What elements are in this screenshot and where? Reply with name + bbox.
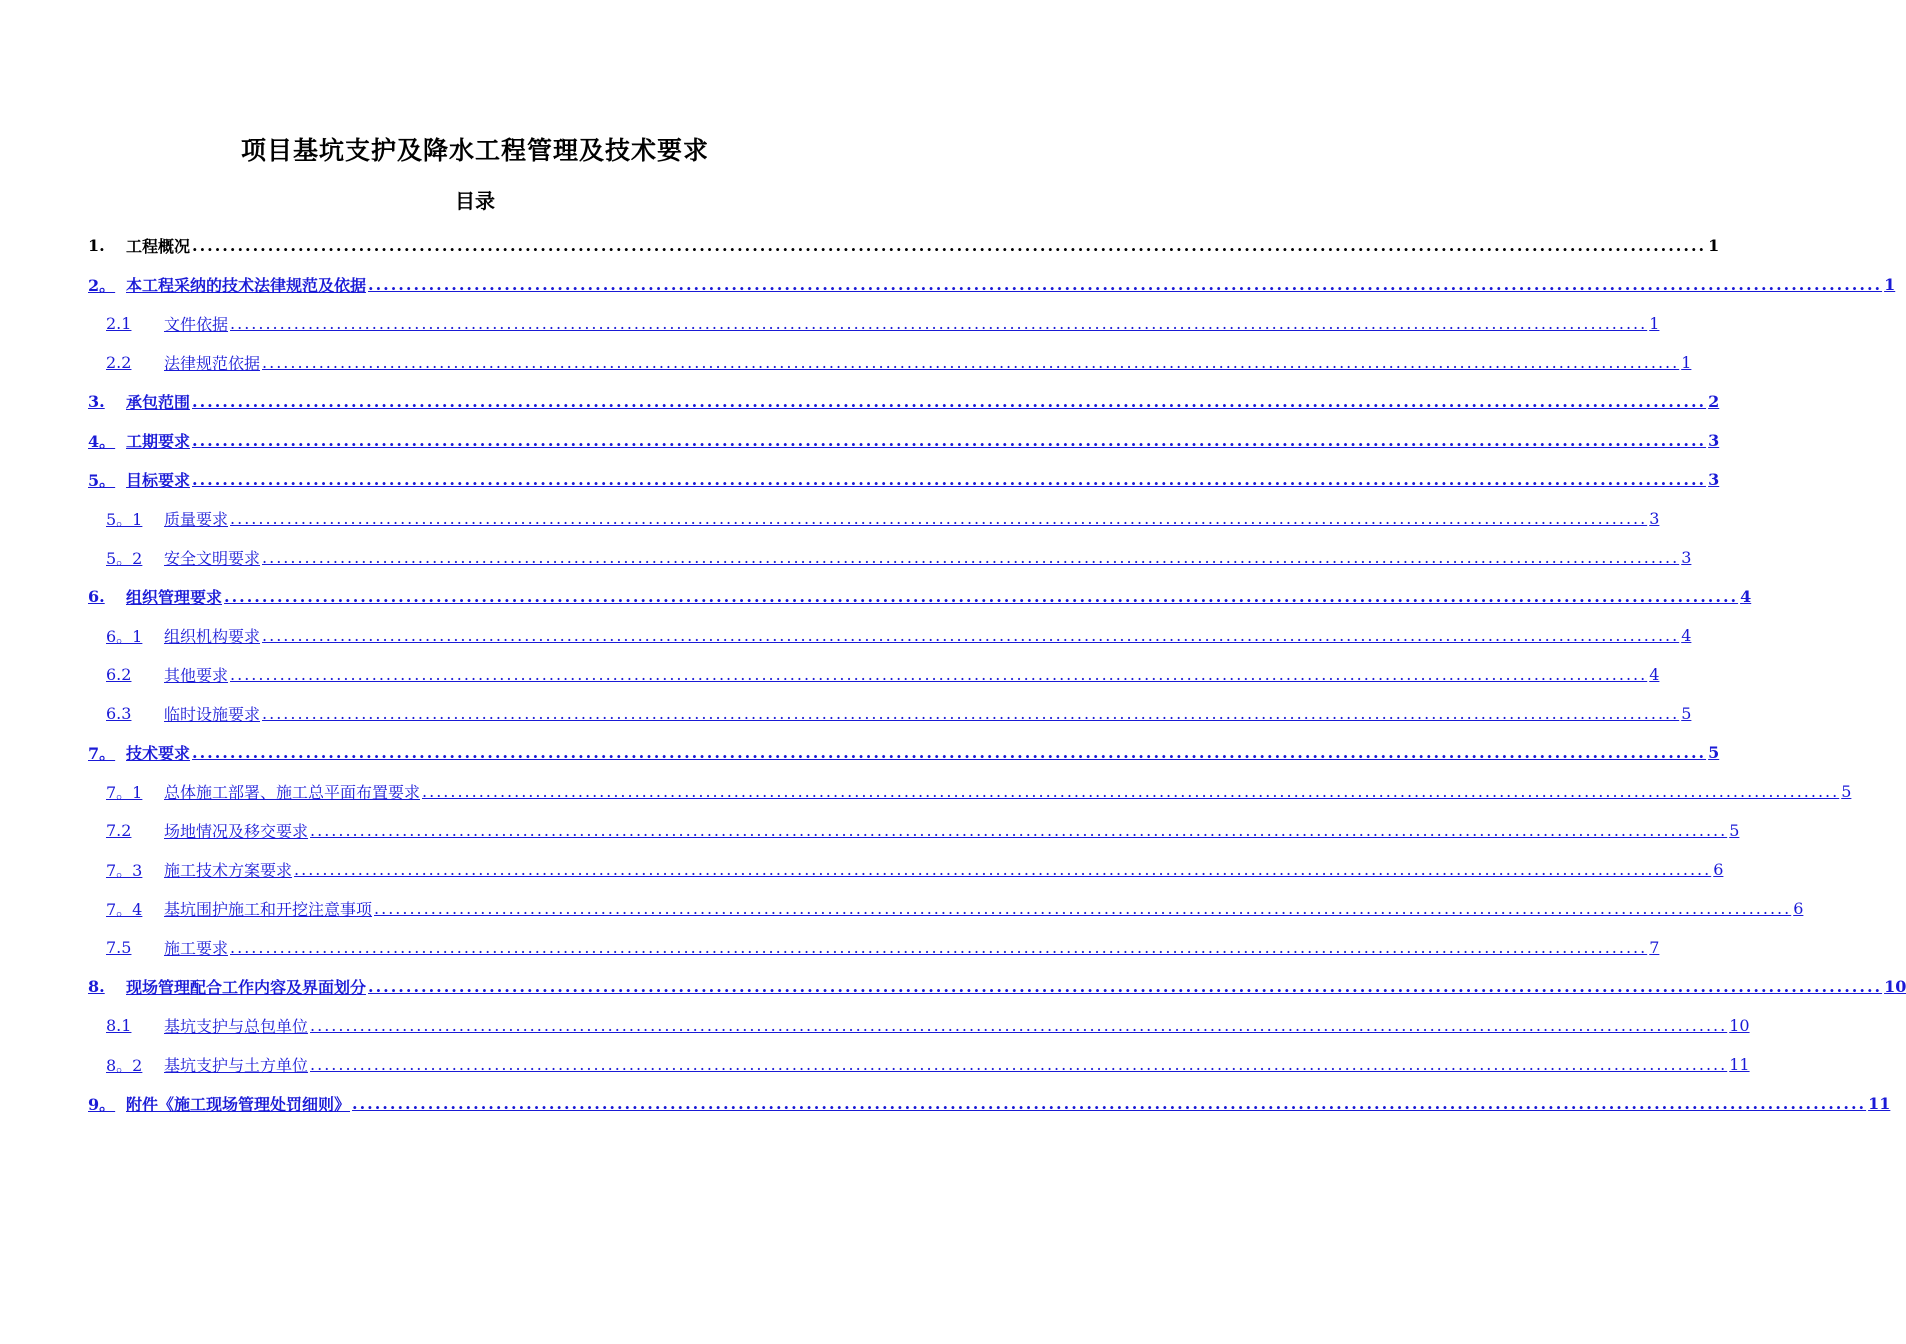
toc-entry-number: 8. (88, 977, 105, 996)
toc-entry-title: 工期要求 (126, 432, 191, 451)
toc-dot-leader: ........................................................................................................................................................................................................ (368, 275, 1883, 294)
toc-dot-leader: ........................................................................................................................................................................................................ (230, 509, 1648, 528)
toc-entry[interactable] (88, 460, 1720, 499)
toc-page-number: 6 (1713, 860, 1724, 879)
toc-entry-number: 7。1 (106, 783, 143, 802)
toc-entry-title: 安全文明要求 (164, 549, 261, 568)
toc-page-number: 5 (1708, 743, 1720, 762)
toc-entry-number: 7。4 (106, 900, 143, 919)
toc-page-number: 3 (1708, 470, 1720, 489)
toc-entry-number: 6.3 (106, 704, 132, 723)
toc-entry[interactable] (88, 850, 1724, 889)
toc-entry-number: 8。2 (106, 1056, 143, 1075)
toc-entry[interactable] (88, 265, 1896, 304)
toc-entry-title: 基坑支护与总包单位 (164, 1017, 309, 1036)
toc-entry-number: 2。 (88, 276, 116, 295)
toc-entry[interactable] (88, 811, 1740, 850)
toc-dot-leader: ........................................................................................................................................................................................................ (230, 314, 1648, 333)
toc-entry[interactable] (88, 1084, 1891, 1123)
toc-entry-title: 工程概况 (126, 237, 191, 256)
toc-entry-number: 4。 (88, 432, 116, 451)
toc-dot-leader: ........................................................................................................................................................................................................ (262, 704, 1680, 723)
toc-entry[interactable] (88, 967, 1906, 1006)
toc-dot-leader: ........................................................................................................................................................................................................ (224, 587, 1739, 606)
toc-page-number: 7 (1649, 938, 1660, 957)
toc-entry[interactable] (88, 889, 1804, 928)
toc-entry-title: 法律规范依据 (164, 354, 261, 373)
toc-dot-leader: ........................................................................................................................................................................................................ (422, 782, 1840, 801)
toc-entry[interactable] (88, 538, 1692, 577)
toc-entry-title: 目标要求 (126, 471, 191, 490)
toc-entry-title: 临时设施要求 (164, 705, 261, 724)
toc-dot-leader: ........................................................................................................................................................................................................ (262, 353, 1680, 372)
toc-page-number: 4 (1649, 665, 1660, 684)
document-title: 项目基坑支护及降水工程管理及技术要求 (240, 136, 709, 165)
toc-entry-number: 7.2 (106, 821, 132, 840)
toc-dot-leader: ........................................................................................................................................................................................................ (230, 665, 1648, 684)
toc-dot-leader: ........................................................................................................................................................................................................ (262, 548, 1680, 567)
toc-dot-leader: ........................................................................................................................................................................................................ (352, 1094, 1867, 1113)
toc-entry-title: 施工要求 (164, 939, 229, 958)
toc-entry-number: 2.1 (106, 314, 132, 333)
toc-entry-title: 基坑围护施工和开挖注意事项 (164, 900, 373, 919)
toc-entry[interactable] (88, 928, 1660, 967)
toc-entry-number: 1. (88, 236, 105, 255)
toc-page-number: 1 (1884, 275, 1896, 294)
toc-entry[interactable] (88, 772, 1852, 811)
toc-entry[interactable] (88, 1045, 1750, 1084)
toc-dot-leader: ........................................................................................................................................................................................................ (310, 1016, 1728, 1035)
toc-entry[interactable] (88, 499, 1660, 538)
toc-entry[interactable] (88, 577, 1752, 616)
toc-entry-title: 组织机构要求 (164, 627, 261, 646)
toc-entry-title: 技术要求 (126, 744, 191, 763)
toc-page-number: 1 (1681, 353, 1692, 372)
toc-entry-number: 7。 (88, 744, 116, 763)
toc-entry-title: 组织管理要求 (126, 588, 223, 607)
toc-entry-title: 质量要求 (164, 510, 229, 529)
toc-entry-number: 6。1 (106, 627, 143, 646)
toc-dot-leader: ........................................................................................................................................................................................................ (294, 860, 1712, 879)
toc-entry[interactable] (88, 421, 1720, 460)
toc-entry-number: 2.2 (106, 353, 132, 372)
toc-entry[interactable] (88, 1006, 1750, 1045)
toc-heading: 目录 (455, 189, 495, 213)
toc-page-number: 3 (1708, 431, 1720, 450)
toc-page-number: 4 (1740, 587, 1752, 606)
toc-dot-leader: ........................................................................................................................................................................................................ (310, 1055, 1728, 1074)
toc-entry-number: 6.2 (106, 665, 132, 684)
toc-page-number: 3 (1649, 509, 1660, 528)
toc-entry-title: 承包范围 (126, 393, 191, 412)
toc-entry[interactable] (88, 343, 1692, 382)
toc-dot-leader: ........................................................................................................................................................................................................ (262, 626, 1680, 645)
toc-page-number: 10 (1729, 1016, 1750, 1035)
toc-entry-number: 7.5 (106, 938, 132, 957)
toc-dot-leader: ........................................................................................................................................................................................................ (368, 977, 1883, 996)
toc-entry-number: 7。3 (106, 861, 143, 880)
toc-dot-leader: ........................................................................................................................................................................................................ (192, 392, 1707, 411)
toc-entry-title: 现场管理配合工作内容及界面划分 (126, 978, 367, 997)
toc-page-number: 10 (1884, 977, 1906, 996)
toc-entry-number: 3. (88, 392, 105, 411)
toc-page-number: 1 (1708, 236, 1720, 255)
toc-entry[interactable] (88, 382, 1720, 421)
toc-page-number: 5 (1841, 782, 1852, 801)
toc-entry-title: 其他要求 (164, 666, 229, 685)
toc-page-number: 1 (1649, 314, 1660, 333)
toc-entry-title: 基坑支护与土方单位 (164, 1056, 309, 1075)
toc-entry-title: 场地情况及移交要求 (164, 822, 309, 841)
toc-entry-number: 5。1 (106, 510, 143, 529)
toc-page-number: 2 (1708, 392, 1720, 411)
toc-page-number: 3 (1681, 548, 1692, 567)
toc-dot-leader: ........................................................................................................................................................................................................ (192, 431, 1707, 450)
toc-entry-title: 本工程采纳的技术法律规范及依据 (126, 276, 367, 295)
toc-entry-title: 总体施工部署、施工总平面布置要求 (164, 783, 421, 802)
toc-entry-number: 9。 (88, 1095, 116, 1114)
toc-entry[interactable] (88, 655, 1660, 694)
toc-dot-leader: ........................................................................................................................................................................................................ (192, 743, 1707, 762)
toc-entry[interactable] (88, 694, 1692, 733)
toc-entry-number: 5。2 (106, 549, 143, 568)
toc-entry-title: 施工技术方案要求 (164, 861, 293, 880)
toc-entry-title: 附件《施工现场管理处罚细则》 (126, 1095, 351, 1114)
toc-page-number: 5 (1729, 821, 1740, 840)
toc-dot-leader: ........................................................................................................................................................................................................ (192, 236, 1707, 255)
toc-page-number: 4 (1681, 626, 1692, 645)
toc-entry-title: 文件依据 (164, 315, 229, 334)
toc-entry-number: 6. (88, 587, 105, 606)
toc-entry-number: 8.1 (106, 1016, 132, 1035)
toc-page-number: 6 (1793, 899, 1804, 918)
toc-entry[interactable] (88, 226, 1720, 265)
toc-entry-number: 5。 (88, 471, 116, 490)
toc-page-number: 5 (1681, 704, 1692, 723)
toc-dot-leader: ........................................................................................................................................................................................................ (310, 821, 1728, 840)
toc-page-number: 11 (1868, 1094, 1891, 1113)
table-of-contents (88, 226, 1906, 1123)
toc-entry[interactable] (88, 733, 1720, 772)
toc-dot-leader: ........................................................................................................................................................................................................ (230, 938, 1648, 957)
toc-entry[interactable] (88, 616, 1692, 655)
toc-entry[interactable] (88, 304, 1660, 343)
toc-dot-leader: ........................................................................................................................................................................................................ (192, 470, 1707, 489)
toc-page-number: 11 (1729, 1055, 1750, 1074)
toc-dot-leader: ........................................................................................................................................................................................................ (374, 899, 1792, 918)
